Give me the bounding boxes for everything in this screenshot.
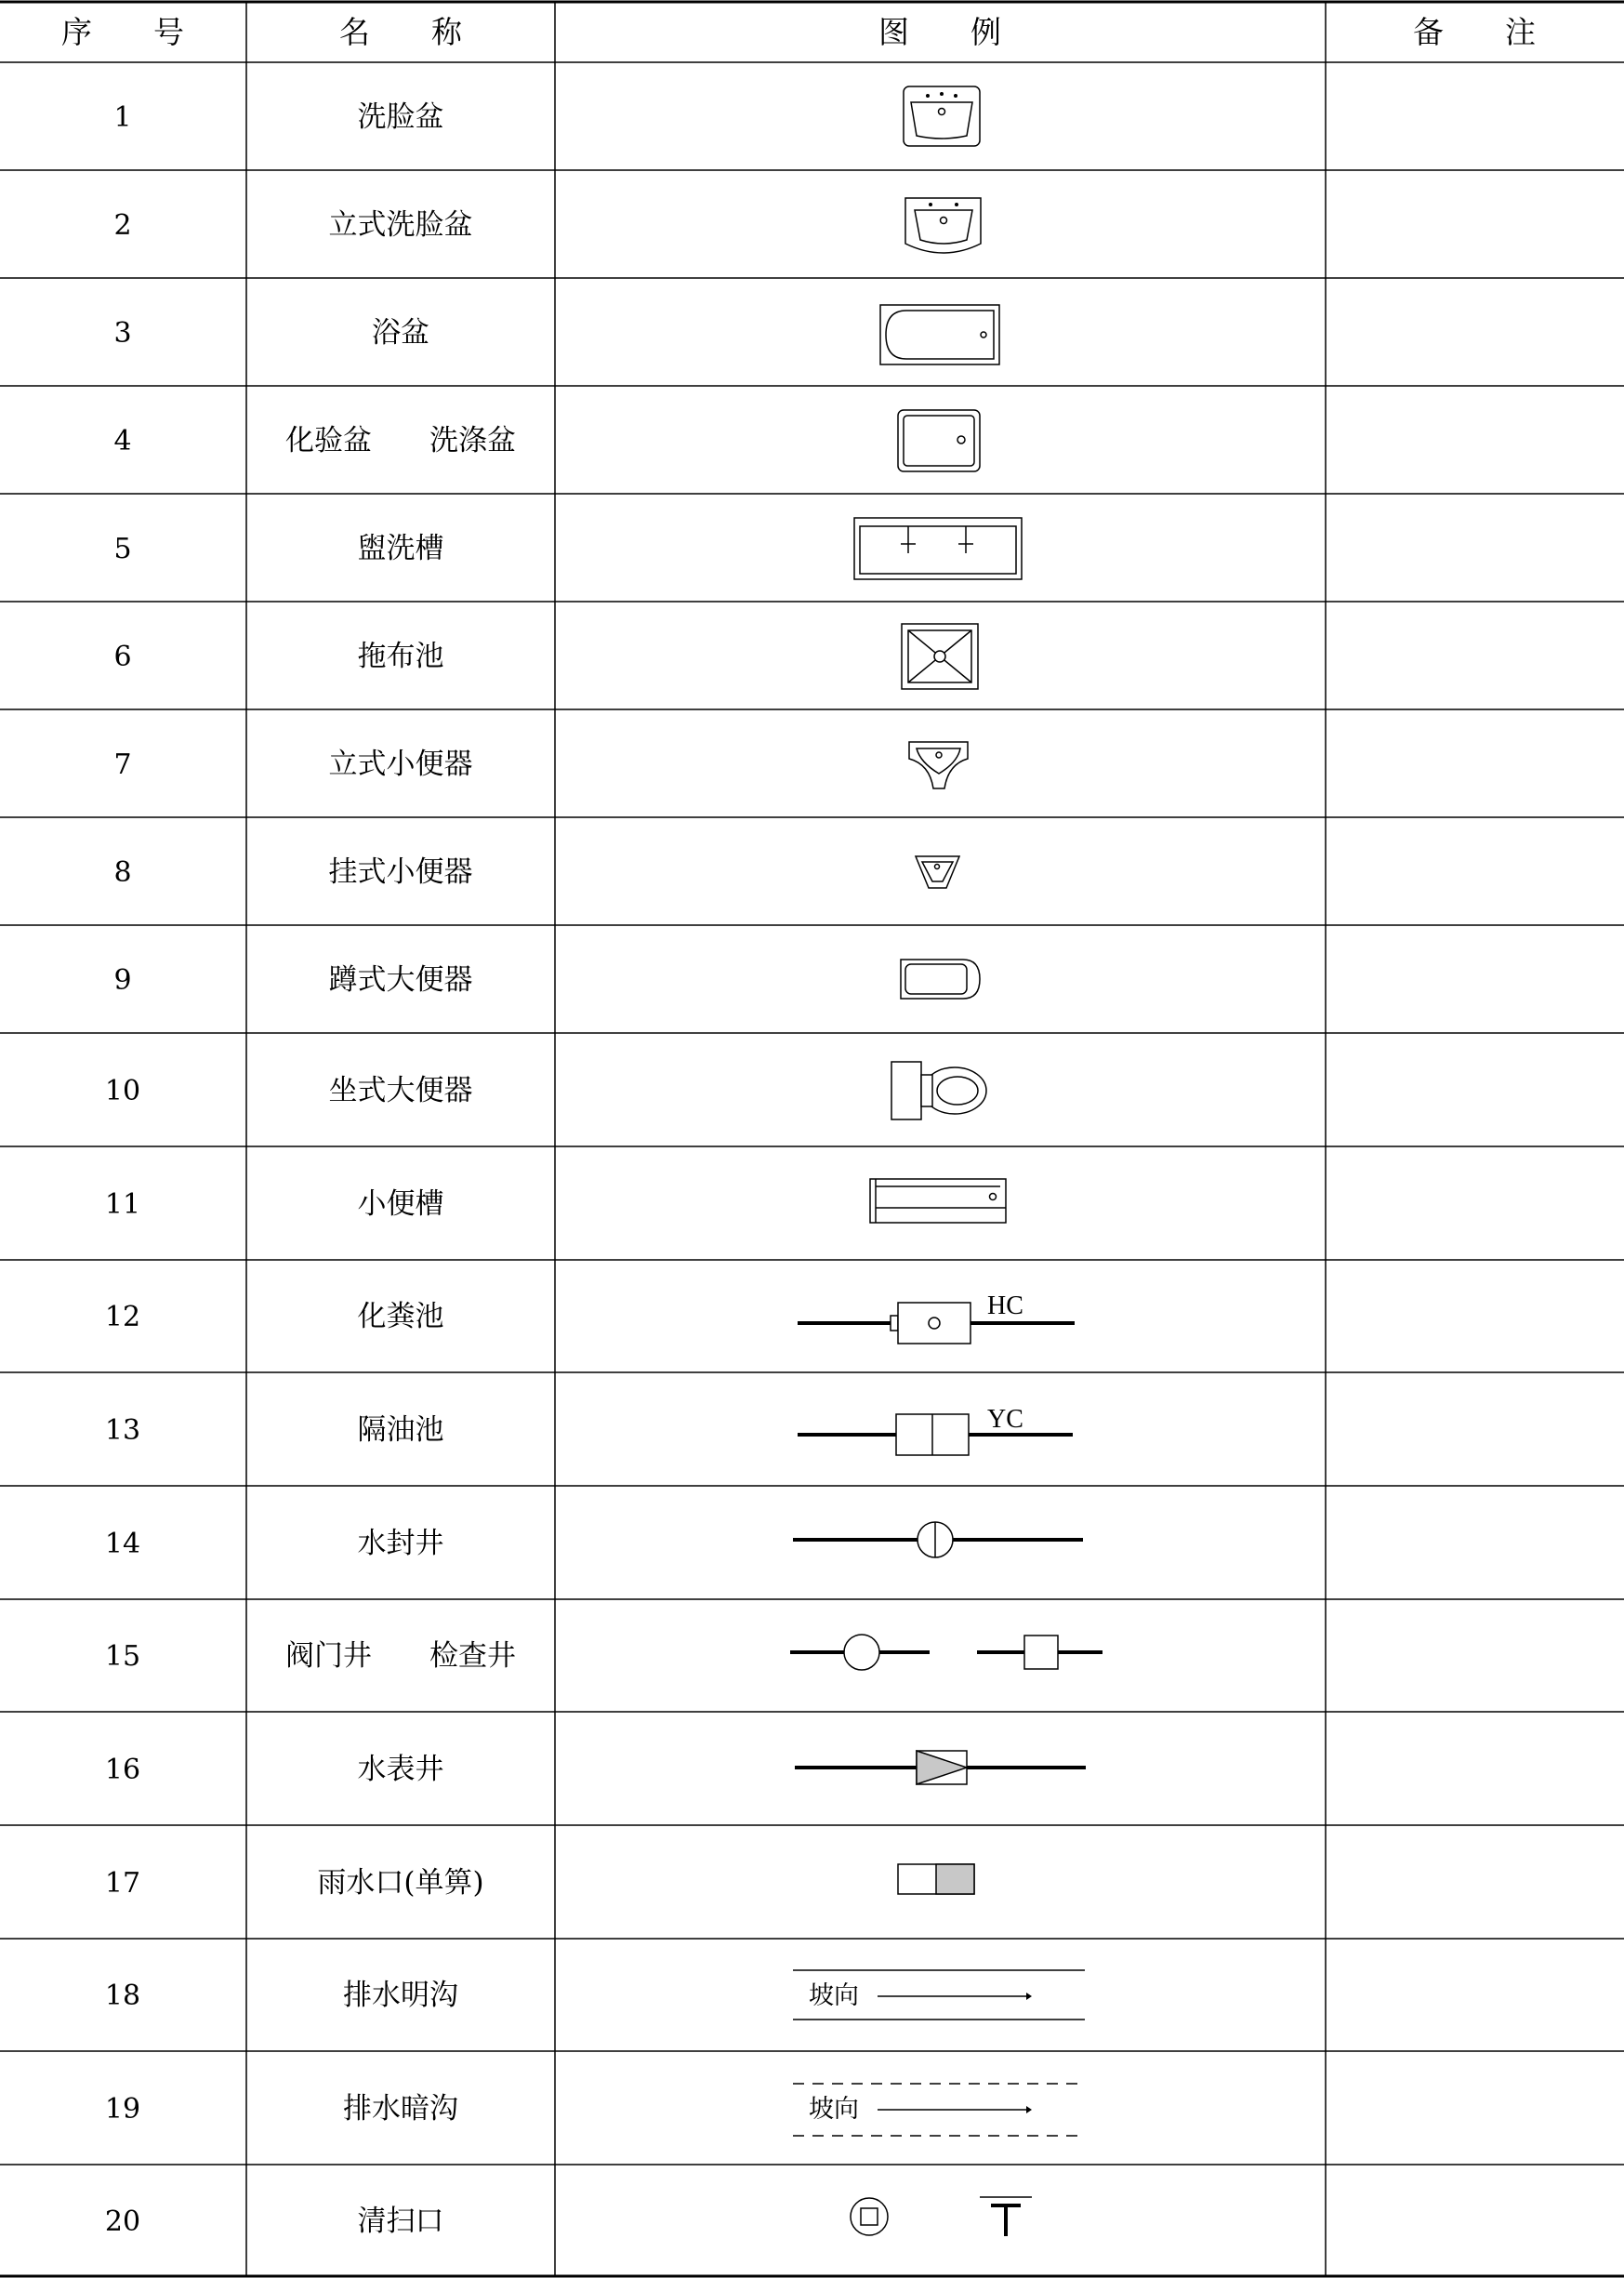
row-no: 6 — [113, 641, 132, 673]
row-no: 5 — [113, 533, 132, 565]
row-no: 17 — [104, 1867, 141, 1900]
row-no: 7 — [113, 748, 132, 781]
cleanout-icon — [851, 2197, 1032, 2236]
row-name: 立式小便器 — [328, 748, 473, 781]
header-remark: 备 注 — [1413, 14, 1536, 50]
rain-inlet-icon — [898, 1864, 974, 1894]
row-no: 13 — [104, 1414, 141, 1447]
row-no: 12 — [104, 1301, 141, 1333]
header-symbol: 图 例 — [878, 14, 1001, 50]
washbasin-icon — [904, 86, 980, 146]
row-name: 浴盆 — [372, 316, 429, 350]
row-no: 4 — [113, 425, 132, 457]
septic-tank-icon — [798, 1291, 1075, 1344]
table-grid — [0, 2, 1624, 2276]
row-name: 清扫口 — [357, 2205, 444, 2238]
row-name: 隔油池 — [357, 1413, 444, 1447]
row-name: 小便槽 — [357, 1187, 444, 1221]
seat-toilet-icon — [891, 1062, 986, 1119]
row-name: 立式洗脸盆 — [328, 208, 473, 242]
row-name: 盥洗槽 — [357, 532, 444, 565]
row-no: 11 — [104, 1188, 141, 1221]
row-name: 坐式大便器 — [328, 1074, 473, 1107]
row-no: 16 — [104, 1754, 141, 1786]
row-numbers — [105, 101, 140, 2238]
covered-drain-slope-label: 坡向 — [809, 2095, 859, 2124]
urinal-trough-icon — [870, 1179, 1006, 1223]
open-drain-slope-label: 坡向 — [809, 1981, 859, 2010]
row-no: 18 — [104, 1980, 141, 2012]
row-name: 化粪池 — [357, 1300, 444, 1333]
row-name: 阀门井 检查井 — [285, 1639, 516, 1673]
row-name: 挂式小便器 — [328, 855, 473, 889]
valve-inspection-well-icon — [790, 1635, 1102, 1670]
squat-toilet-icon — [901, 960, 980, 999]
pedestal-washbasin-icon — [905, 198, 981, 253]
row-name: 蹲式大便器 — [328, 963, 473, 997]
row-name: 雨水口(单箅) — [317, 1866, 484, 1900]
wash-trough-icon — [854, 518, 1022, 579]
grease-trap-label: YC — [987, 1405, 1023, 1434]
table-header — [61, 14, 1536, 50]
meter-well-icon — [795, 1751, 1086, 1784]
row-name: 水表井 — [357, 1753, 444, 1786]
row-name: 化验盆 洗涤盆 — [285, 424, 516, 457]
row-name: 排水暗沟 — [343, 2092, 458, 2126]
row-no: 15 — [104, 1640, 141, 1673]
septic-tank-label: HC — [987, 1291, 1023, 1320]
row-name: 洗脸盆 — [357, 100, 444, 134]
lab-sink-icon — [898, 410, 980, 471]
row-no: 2 — [113, 209, 132, 242]
grease-trap-icon — [798, 1405, 1073, 1455]
row-name: 排水明沟 — [343, 1979, 458, 2012]
standing-urinal-icon — [909, 742, 968, 788]
row-no: 19 — [104, 2093, 141, 2126]
row-no: 3 — [113, 317, 132, 350]
symbols — [790, 86, 1102, 2236]
mop-sink-icon — [902, 624, 978, 689]
row-no: 14 — [104, 1528, 141, 1560]
row-no: 20 — [104, 2205, 141, 2238]
header-no: 序 号 — [61, 14, 184, 50]
covered-drain-icon — [793, 2084, 1085, 2136]
row-no: 10 — [104, 1075, 141, 1107]
wall-urinal-icon — [916, 856, 959, 888]
water-seal-well-icon — [793, 1522, 1083, 1557]
row-name: 水封井 — [357, 1527, 444, 1560]
row-name: 拖布池 — [357, 640, 444, 673]
row-names — [285, 100, 516, 2238]
row-no: 1 — [113, 101, 132, 134]
row-no: 9 — [113, 964, 132, 997]
bathtub-icon — [880, 305, 999, 364]
header-name: 名 称 — [339, 14, 462, 50]
open-drain-icon — [793, 1970, 1085, 2020]
row-no: 8 — [113, 856, 132, 889]
